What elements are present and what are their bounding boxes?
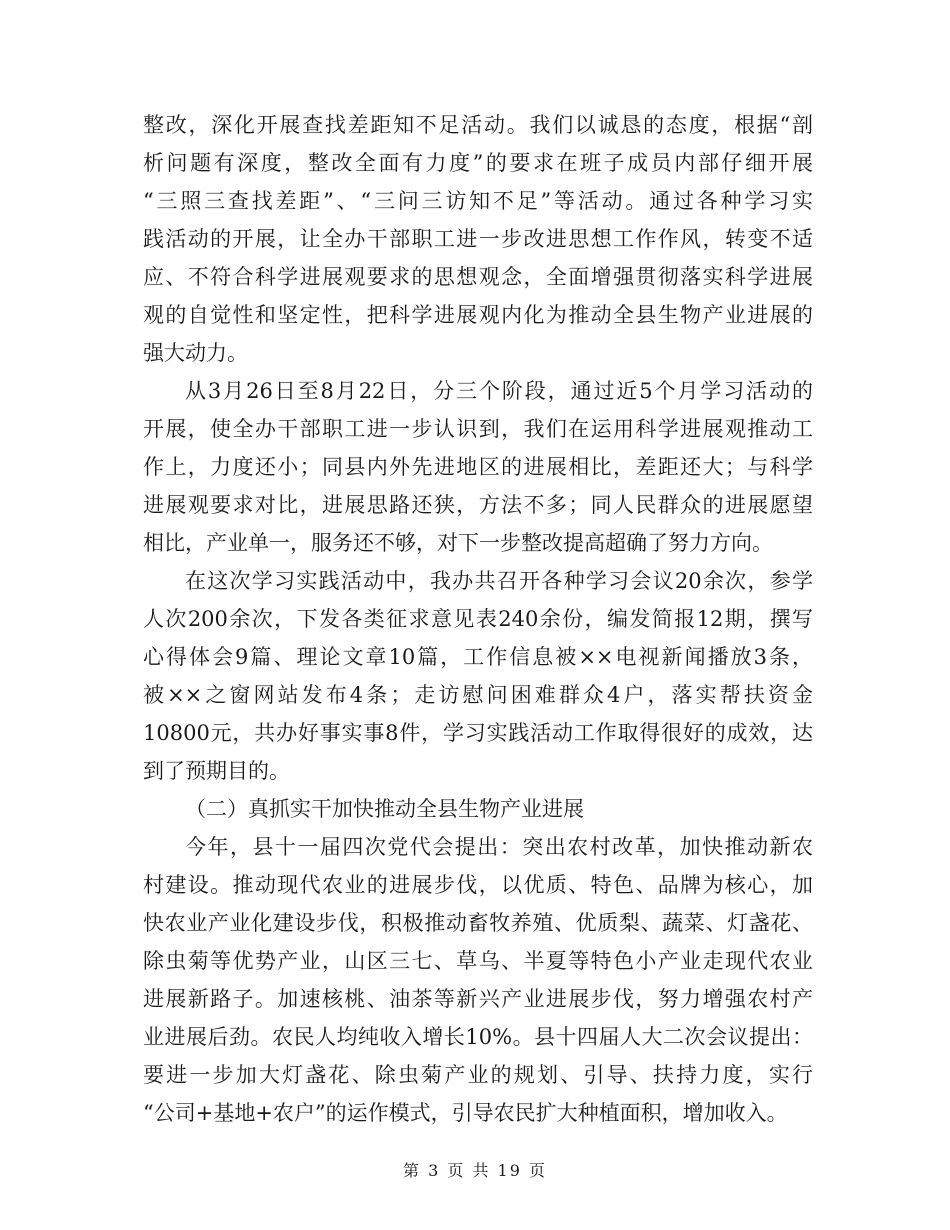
text-line: 要进一步加大灯盏花、除虫菊产业的规划、引导、扶持力度，实行 bbox=[143, 1063, 813, 1087]
text-line: 到了预期目的。 bbox=[143, 759, 290, 783]
text-line: “公司+基地+农户”的运作模式，引导农民扩大种植面积，增加收入。 bbox=[143, 1101, 788, 1125]
text-line: 除虫菊等优势产业，山区三七、草乌、半夏等特色小产业走现代农业 bbox=[143, 949, 813, 973]
text-line: 今年，县十一届四次党代会提出：突出农村改革，加快推动新农 bbox=[185, 835, 813, 859]
text-line: 在这次学习实践活动中，我办共召开各种学习会议20余次，参学 bbox=[185, 569, 813, 593]
text-line: 整改，深化开展查找差距知不足活动。我们以诚恳的态度，根据“剖 bbox=[143, 113, 813, 137]
text-line: 进展观要求对比，进展思路还狭，方法不多；同人民群众的进展愿望 bbox=[143, 493, 813, 517]
text-line: 进展新路子。加速核桃、油茶等新兴产业进展步伐，努力增强农村产 bbox=[143, 987, 813, 1011]
text-line: 作上，力度还小；同县内外先进地区的进展相比，差距还大；与科学 bbox=[143, 455, 813, 479]
text-line: 10800元，共办好事实事8件，学习实践活动工作取得很好的成效，达 bbox=[143, 721, 813, 745]
text-line: “三照三查找差距”、“三问三访知不足”等活动。通过各种学习实 bbox=[143, 189, 813, 213]
text-line: 应、不符合科学进展观要求的思想观念，全面增强贯彻落实科学进展 bbox=[143, 265, 813, 289]
text-line: 业进展后劲。农民人均纯收入增长10%。县十四届人大二次会议提出： bbox=[143, 1025, 813, 1049]
text-line: 开展，使全办干部职工进一步认识到，我们在运用科学进展观推动工 bbox=[143, 417, 813, 441]
page-number: 第 3 页 共 19 页 bbox=[403, 1161, 547, 1180]
text-line: 践活动的开展，让全办干部职工进一步改进思想工作作风，转变不适 bbox=[143, 227, 813, 251]
text-line: 从3月26日至8月22日，分三个阶段，通过近5个月学习活动的 bbox=[185, 379, 813, 403]
text-line: 强大动力。 bbox=[143, 341, 248, 365]
section-heading: （二）真抓实干加快推动全县生物产业进展 bbox=[185, 797, 584, 821]
text-line: 析问题有深度，整改全面有力度”的要求在班子成员内部仔细开展 bbox=[143, 151, 813, 175]
text-line: 被××之窗网站发布4条；走访慰问困难群众4户，落实帮扶资金 bbox=[143, 683, 813, 707]
text-line: 快农业产业化建设步伐，积极推动畜牧养殖、优质梨、蔬菜、灯盏花、 bbox=[143, 911, 813, 935]
text-line: 心得体会9篇、理论文章10篇，工作信息被××电视新闻播放3条， bbox=[143, 645, 813, 669]
text-line: 相比，产业单一，服务还不够，对下一步整改提高超确了努力方向。 bbox=[143, 531, 773, 555]
text-line: 村建设。推动现代农业的进展步伐，以优质、特色、品牌为核心，加 bbox=[143, 873, 813, 897]
body-text bbox=[143, 106, 813, 1132]
text-line: 观的自觉性和坚定性，把科学进展观内化为推动全县生物产业进展的 bbox=[143, 303, 813, 327]
text-line: 人次200余次，下发各类征求意见表240余份，编发简报12期，撰写 bbox=[143, 607, 813, 631]
